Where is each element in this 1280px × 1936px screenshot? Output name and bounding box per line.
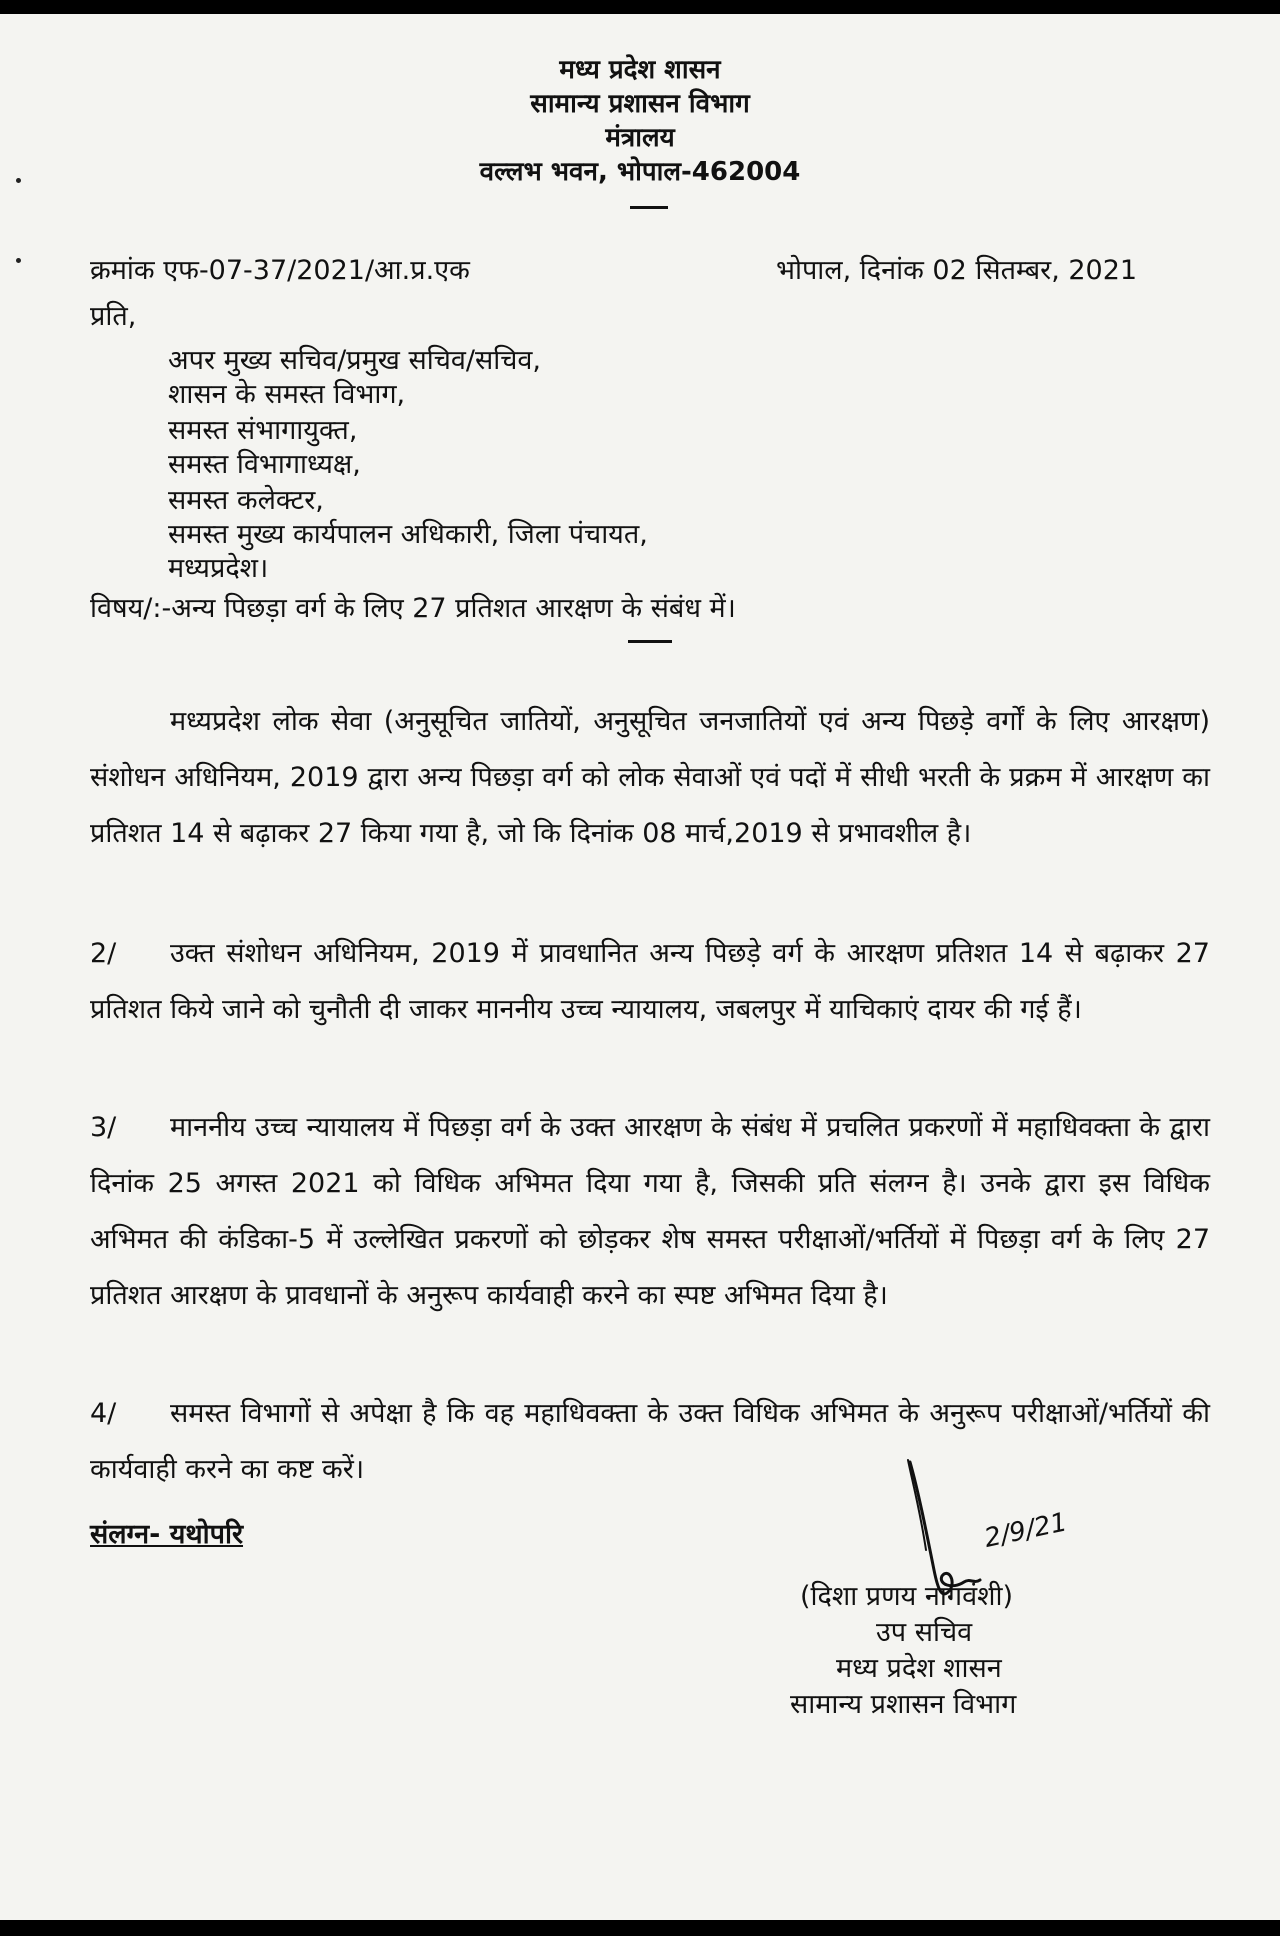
addressee-line: समस्त विभागाध्यक्ष, <box>168 449 361 480</box>
paragraph-2-number: 2/ <box>90 938 117 969</box>
addressee-line: समस्त मुख्य कार्यपालन अधिकारी, जिला पंचायत, <box>168 519 648 550</box>
header-govt: मध्य प्रदेश शासन <box>559 55 721 85</box>
margin-dot <box>16 258 21 263</box>
signatory-designation: उप सचिव <box>876 1617 973 1648</box>
reference-number: क्रमांक एफ-07-37/2021/आ.प्र.एक <box>90 255 470 286</box>
subject-line: विषय/:-अन्य पिछड़ा वर्ग के लिए 27 प्रतिशत आरक्षण के संबंध में। <box>90 593 736 624</box>
header-office: मंत्रालय <box>605 123 675 153</box>
paragraph-3-text: माननीय उच्च न्यायालय में पिछड़ा वर्ग के उक्त आरक्षण के संबंध में प्रचलित प्रकरणों में महाधिवक्ता के द्वारा दिनांक 25 अगस्त 2021 को विधिक अभिमत दिया गया है, जिसकी प्रति संलग्न है। उनके द्वारा इस विधिक अभिमत की कंडिका-5 में उल्लेखित प्रकरणों को छोड़कर शेष समस्त परीक्षाओं/भर्तियों में पिछड़ा वर्ग के लिए 27 प्रतिशत आरक्षण के प्रावधानों के अनुरूप कार्यवाही करने का स्पष्ट अभिमत दिया है। <box>90 1112 1210 1311</box>
handwritten-date: 2/9/21 <box>981 1507 1070 1554</box>
enclosure-note: संलग्न- यथोपरि <box>90 1519 244 1550</box>
addressee-line: शासन के समस्त विभाग, <box>168 379 406 410</box>
place-date: भोपाल, दिनांक 02 सितम्बर, 2021 <box>776 255 1138 286</box>
signatory-govt: मध्य प्रदेश शासन <box>836 1653 1002 1684</box>
letter-page <box>0 14 1280 1920</box>
header-department: सामान्य प्रशासन विभाग <box>530 89 750 119</box>
header-divider <box>630 206 668 209</box>
addressee-line: समस्त कलेक्टर, <box>168 485 324 516</box>
addressee-line: मध्यप्रदेश। <box>168 553 269 584</box>
paragraph-2-text: उक्त संशोधन अधिनियम, 2019 में प्रावधानित अन्य पिछड़े वर्ग के आरक्षण प्रतिशत 14 से बढ़ाकर 27 प्रतिशत किये जाने को चुनौती दी जाकर माननीय उच्च न्यायालय, जबलपुर में याचिकाएं दायर की गई हैं। <box>90 938 1210 1025</box>
signatory-name: (दिशा प्रणय नागवंशी) <box>800 1581 1014 1612</box>
paragraph-1 <box>90 694 1210 862</box>
addressee-label: प्रति, <box>90 301 137 332</box>
paragraph-2 <box>90 926 1210 1038</box>
paragraph-3 <box>90 1100 1210 1324</box>
paragraph-3-number: 3/ <box>90 1112 117 1143</box>
paragraph-4-text: समस्त विभागों से अपेक्षा है कि वह महाधिवक्ता के उक्त विधिक अभिमत के अनुरूप परीक्षाओं/भर्तियों की कार्यवाही करने का कष्ट करें। <box>90 1398 1210 1485</box>
addressee-line: समस्त संभागायुक्त, <box>168 415 358 446</box>
signatory-department: सामान्य प्रशासन विभाग <box>790 1689 1017 1720</box>
addressee-line: अपर मुख्य सचिव/प्रमुख सचिव/सचिव, <box>168 345 541 376</box>
paragraph-4-number: 4/ <box>90 1398 117 1429</box>
subject-divider <box>628 640 672 643</box>
paragraph-1-text: मध्यप्रदेश लोक सेवा (अनुसूचित जातियों, अनुसूचित जनजातियों एवं अन्य पिछड़े वर्गों के लिए आरक्षण) संशोधन अधिनियम, 2019 द्वारा अन्य पिछड़ा वर्ग को लोक सेवाओं एवं पदों में सीधी भरती के प्रक्रम में आरक्षण का प्रतिशत 14 से बढ़ाकर 27 किया गया है, जो कि दिनांक 08 मार्च,2019 से प्रभावशील है। <box>90 706 1210 849</box>
header-address: वल्लभ भवन, भोपाल-462004 <box>479 157 801 187</box>
